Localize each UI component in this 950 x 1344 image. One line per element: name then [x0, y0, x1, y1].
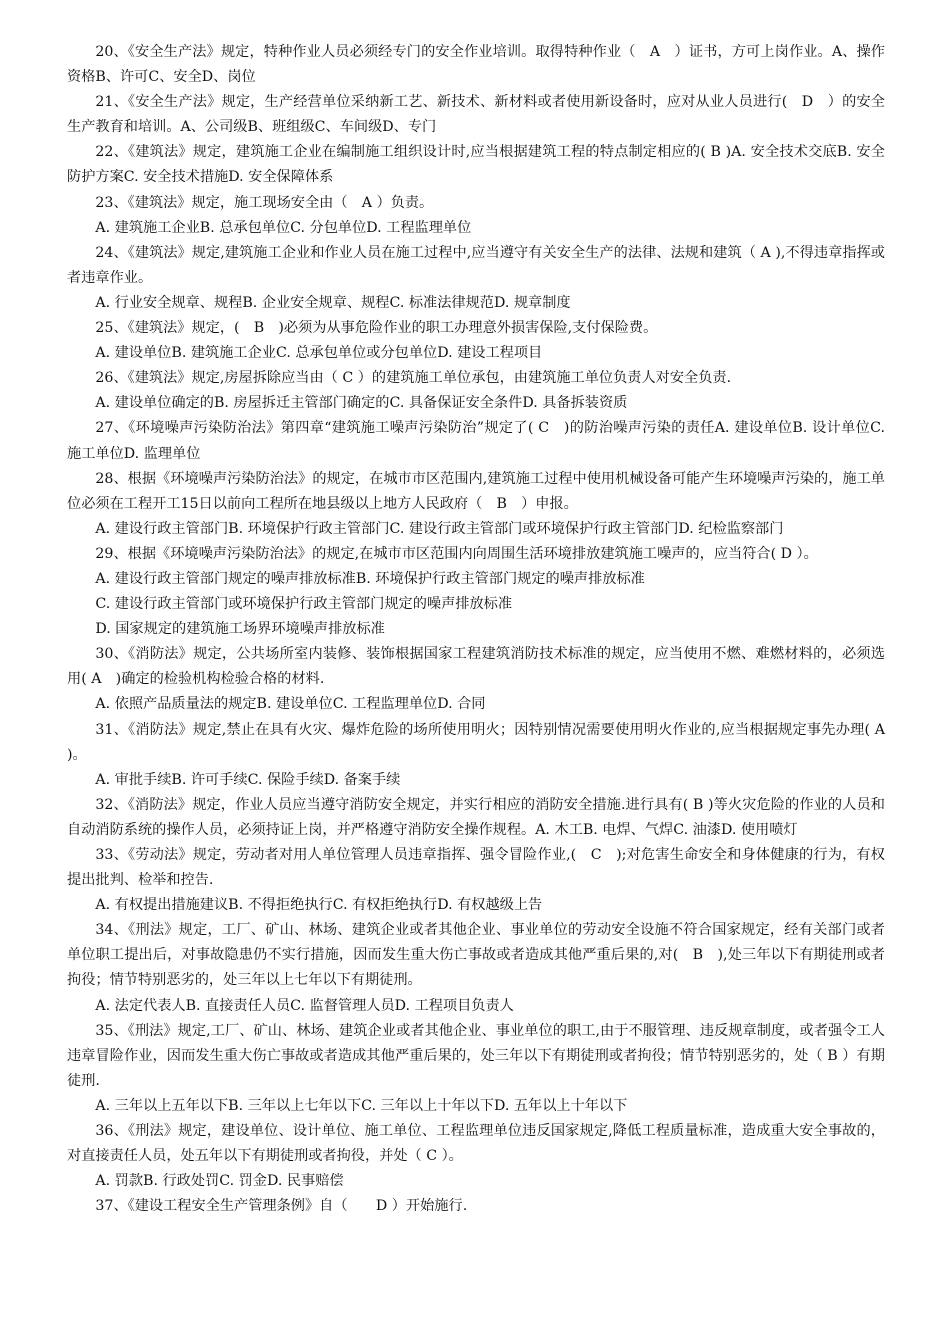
question-29: 29、根据《环境噪声污染防治法》的规定,在城市市区范围内向周围生活环境排放建筑施工噪声的，应当符合( D ）。	[95, 545, 818, 562]
question-30: 30、《消防法》规定，公共场所室内装修、装饰根据国家工程建筑消防技术标准的规定，应当使用不燃、难燃材料的，必须选用( A )确定的检验机构检验合格的材料.	[67, 646, 885, 688]
question-21: 21、《安全生产法》规定，生产经营单位采纳新工艺、新技术、新材料或者使用新设备时，应对从业人员进行( D ）的安全生产教育和培训。A、公司级B、班组级C、车间级D、专门	[67, 94, 885, 136]
question-36: 36、《刑法》规定，建设单位、设计单位、施工单位、工程监理单位违反国家规定,降低工程质量标准，造成重大安全事故的，对直接责任人员，处五年以下有期徒刑或者拘役，并处（ C ）。	[67, 1123, 885, 1165]
question-29-option-c: C. 建设行政主管部门或环境保护行政主管部门规定的噪声排放标准	[95, 596, 513, 613]
question-35: 35、《刑法》规定,工厂、矿山、林场、建筑企业或者其他企业、事业单位的职工,由于不服管理、违反规章制度，或者强令工人违章冒险作业，因而发生重大伤亡事故或者造成其他严重后果的，处三年以下有期徒刑或者拘役；情节特别恶劣的，处（ B ）有期徒刑.	[67, 1022, 885, 1089]
question-35-options: A. 三年以上五年以下B. 三年以上七年以下C. 三年以上十年以下D. 五年以上十年以下	[95, 1097, 628, 1114]
question-26: 26、《建筑法》规定,房屋拆除应当由（ C ）的建筑施工单位承包，由建筑施工单位负责人对安全负责.	[95, 370, 732, 387]
question-26-options: A. 建设单位确定的B. 房屋拆迁主管部门确定的C. 具备保证安全条件D. 具备拆装资质	[95, 395, 628, 412]
question-23-options: A. 建筑施工企业B. 总承包单位C. 分包单位D. 工程监理单位	[95, 219, 472, 236]
question-23: 23、《建筑法》规定，施工现场安全由（ A ）负责。	[95, 194, 434, 211]
question-25-options: A. 建设单位B. 建筑施工企业C. 总承包单位或分包单位D. 建设工程项目	[95, 345, 543, 362]
question-25: 25、《建筑法》规定，( B )必须为从事危险作业的职工办理意外损害保险,支付保险费。	[95, 320, 658, 337]
question-33: 33、《劳动法》规定，劳动者对用人单位管理人员违章指挥、强令冒险作业,( C );对危害生命安全和身体健康的行为，有权提出批判、检举和控告.	[67, 847, 885, 889]
question-36-options: A. 罚款B. 行政处罚C. 罚金D. 民事赔偿	[95, 1173, 344, 1190]
question-34-options: A. 法定代表人B. 直接责任人员C. 监督管理人员D. 工程项目负责人	[95, 997, 514, 1014]
question-28: 28、根据《环境噪声污染防治法》的规定，在城市市区范围内,建筑施工过程中使用机械设备可能产生环境噪声污染的，施工单位必须在工程开工15日以前向工程所在地县级以上地方人民政府（ B ）申报。	[67, 470, 885, 512]
question-34: 34、《刑法》规定，工厂、矿山、林场、建筑企业或者其他企业、事业单位的劳动安全设施不符合国家规定，经有关部门或者单位职工提出后，对事故隐患仍不实行措施，因而发生重大伤亡事故或者造成其他严重后果的,对( B ),处三年以下有期徒刑或者拘役；情节特别恶劣的，处三年以上七年以下有期徒刑。	[67, 922, 885, 989]
question-31: 31、《消防法》规定,禁止在具有火灾、爆炸危险的场所使用明火；因特别情况需要使用明火作业的,应当根据规定事先办理( A )。	[67, 721, 914, 763]
question-30-options: A. 依照产品质量法的规定B. 建设单位C. 工程监理单位D. 合同	[95, 696, 486, 713]
question-24: 24、《建筑法》规定,建筑施工企业和作业人员在施工过程中,应当遵守有关安全生产的法律、法规和建筑（ A ),不得违章指挥或者违章作业。	[67, 244, 885, 286]
question-29-option-ab: A. 建设行政主管部门规定的噪声排放标准B. 环境保护行政主管部门规定的噪声排放标准	[95, 570, 645, 587]
document-page	[67, 40, 914, 1219]
question-27: 27、《环境噪声污染防治法》第四章“建筑施工噪声污染防治”规定了( C )的防治噪声污染的责任A. 建设单位B. 设计单位C. 施工单位D. 监理单位	[67, 420, 885, 462]
question-20: 20、《安全生产法》规定，特种作业人员必须经专门的安全作业培训。取得特种作业（ A ）证书，方可上岗作业。A、操作资格B、许可C、安全D、岗位	[67, 44, 885, 86]
question-24-options: A. 行业安全规章、规程B. 企业安全规章、规程C. 标准法律规范D. 规章制度	[95, 294, 571, 311]
question-22: 22、《建筑法》规定，建筑施工企业在编制施工组织设计时,应当根据建筑工程的特点制定相应的( B )A. 安全技术交底B. 安全防护方案C. 安全技术措施D. 安全保障体系	[67, 144, 885, 186]
question-28-options: A. 建设行政主管部门B. 环境保护行政主管部门C. 建设行政主管部门或环境保护行政主管部门D. 纪检监察部门	[95, 520, 784, 537]
question-29-option-d: D. 国家规定的建筑施工场界环境噪声排放标准	[95, 621, 385, 638]
question-33-options: A. 有权提出措施建议B. 不得拒绝执行C. 有权拒绝执行D. 有权越级上告	[95, 897, 543, 914]
question-32: 32、《消防法》规定，作业人员应当遵守消防安全规定，并实行相应的消防安全措施.进行具有( B )等火灾危险的作业的人员和自动消防系统的操作人员，必须持证上岗，并严格遵守消防安全操作规程。A. 木工B. 电焊、气焊C. 油漆D. 使用喷灯	[67, 796, 885, 838]
question-37: 37、《建设工程安全生产管理条例》自（ D ）开始施行.	[95, 1198, 468, 1215]
question-31-options: A. 审批手续B. 许可手续C. 保险手续D. 备案手续	[95, 771, 401, 788]
